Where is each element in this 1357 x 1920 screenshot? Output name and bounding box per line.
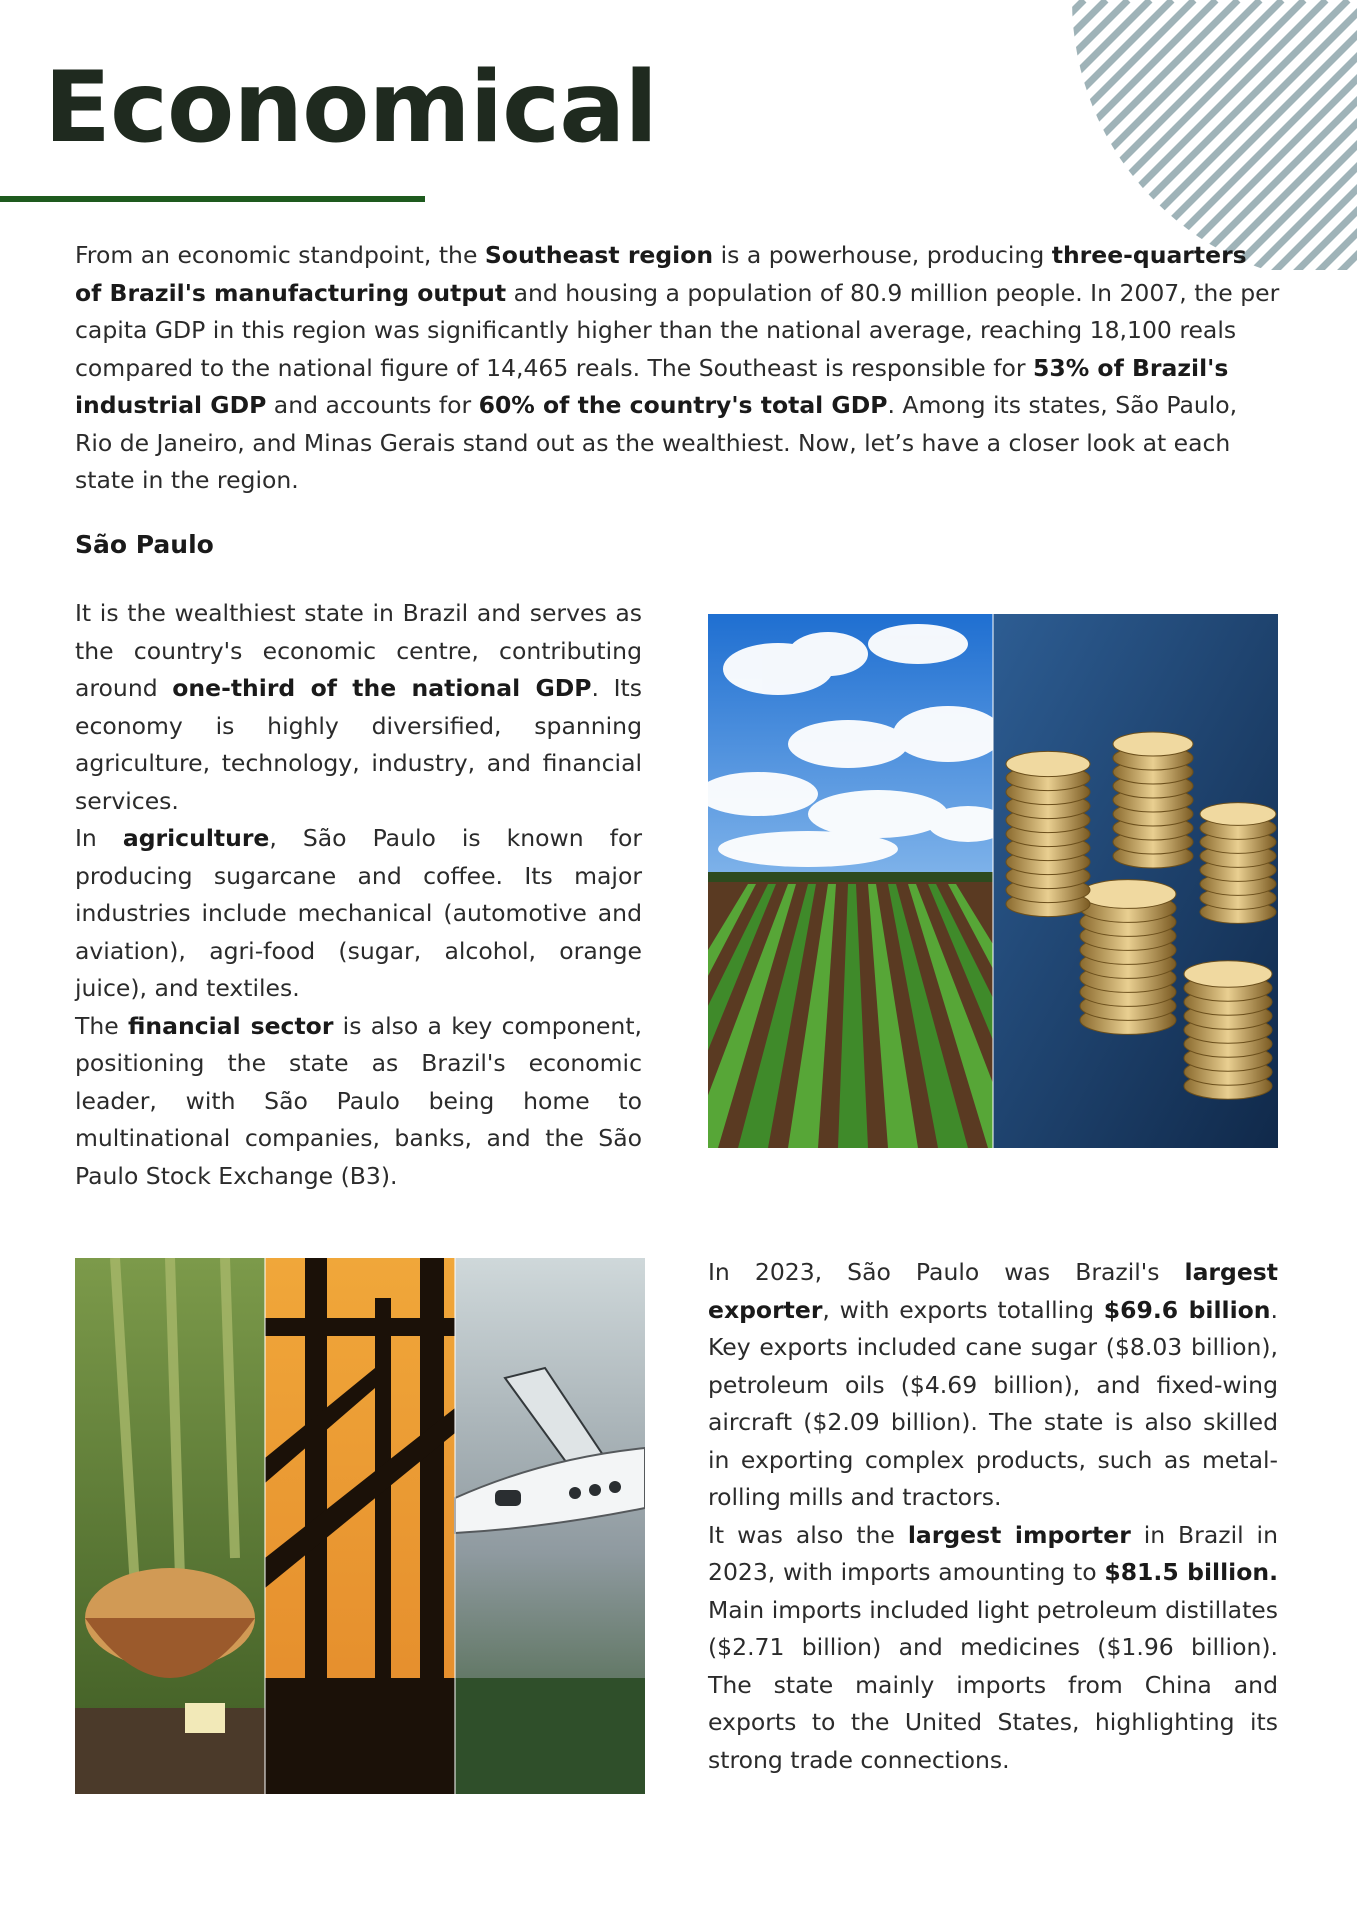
intro-paragraph: From an economic standpoint, the Southeast region is a powerhouse, producing three-quarters of Brazil's manufacturing output and housing a population of 80.9 million people. In 2007, the per capita GDP in this region was significantly higher than the national average, reaching 18,100 reals compared to the national figure of 14,465 reals. The Southeast is responsible for 53% of Brazil's industrial GDP and accounts for 60% of the country's total GDP. Among its states, São Paulo, Rio de Janeiro, and Minas Gerais stand out as the wealthiest. Now, let’s have a closer look at each state in the region. (75, 241, 1280, 494)
coin (1113, 732, 1193, 756)
stripe-line (1062, 0, 1084, 270)
coin (1200, 803, 1276, 826)
page-title: Economical (44, 51, 657, 165)
decorative-stripes (1062, 0, 1357, 270)
sao-paulo-paragraph-1: It is the wealthiest state in Brazil and serves as the country's economic centre, contributing around one-third of the national GDP. Its economy is highly diversified, spanning agriculture, technology, industry, and financial services. (75, 599, 642, 815)
trade-paragraph-imports: It was also the largest importer in Brazil in 2023, with imports amounting to $81.5 billion. Main imports included light petroleum distillates ($2.71 billion) and medicines ($1.96 billion). The state mainly imports from China and exports to the United States, highlighting its strong trade connections. (708, 1520, 1279, 1774)
sao-paulo-text (75, 595, 642, 1195)
sao-paulo-paragraph-3: The financial sector is also a key component, positioning the state as Brazil's economic leader, with São Paulo being home to multinational companies, banks, and the São Paulo Stock Exchange (B3). (75, 1011, 643, 1190)
sao-paulo-paragraph-2: In agriculture, São Paulo is known for producing sugarcane and coffee. Its major industries include mechanical (automotive and aviation), agri-food (sugar, alcohol, orange juice), and textiles. (75, 824, 642, 1002)
stripe-line (1062, 0, 1150, 270)
trade-text (708, 1254, 1278, 1779)
sugar-industry-aircraft-image (75, 1258, 645, 1794)
section-heading-sao-paulo: São Paulo (75, 530, 214, 559)
field-and-coins-image (708, 614, 1278, 1148)
trade-paragraph-exports: In 2023, São Paulo was Brazil's largest exporter, with exports totalling $69.6 billion. Key exports included cane sugar ($8.03 billion), petroleum oils ($4.69 billion), and fixed-wing aircraft ($2.09 billion). The state is also skilled in exporting complex products, such as metal-rolling mills and tractors. (708, 1258, 1278, 1511)
coin (1080, 880, 1176, 909)
coin (1006, 751, 1090, 776)
coin (1184, 961, 1272, 987)
title-underline (0, 196, 425, 202)
stripe-line (1062, 0, 1128, 270)
